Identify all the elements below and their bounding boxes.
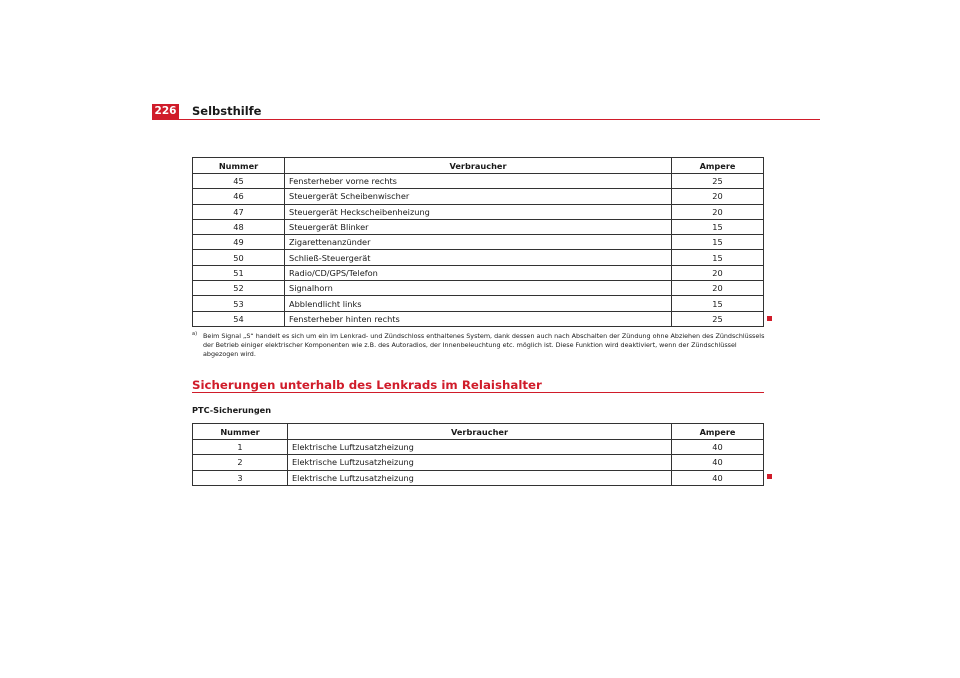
table-header-row <box>193 158 764 174</box>
cell-nummer: 2 <box>193 455 288 470</box>
cell-verbraucher: Elektrische Luftzusatzheizung <box>288 440 672 455</box>
table-row <box>193 440 764 455</box>
cell-verbraucher: Abblendlicht links <box>285 296 672 311</box>
cell-verbraucher: Steuergerät Scheibenwischer <box>285 189 672 204</box>
table-row <box>193 296 764 311</box>
cell-verbraucher: Radio/CD/GPS/Telefon <box>285 265 672 280</box>
column-header-ampere: Ampere <box>672 424 764 440</box>
column-header-verbraucher: Verbraucher <box>285 158 672 174</box>
section-divider <box>192 392 764 393</box>
cell-ampere: 20 <box>672 204 764 219</box>
footnote <box>192 332 766 359</box>
section-end-icon <box>767 474 772 479</box>
cell-verbraucher: Steuergerät Heckscheibenheizung <box>285 204 672 219</box>
footnote-marker: a) <box>192 331 198 337</box>
column-header-ampere: Ampere <box>672 158 764 174</box>
cell-ampere: 25 <box>672 174 764 189</box>
cell-verbraucher: Elektrische Luftzusatzheizung <box>288 470 672 485</box>
cell-ampere: 15 <box>672 250 764 265</box>
cell-ampere: 40 <box>672 440 764 455</box>
table-row <box>193 250 764 265</box>
subheading: PTC-Sicherungen <box>192 405 272 415</box>
column-header-verbraucher: Verbraucher <box>288 424 672 440</box>
table-row <box>193 204 764 219</box>
table-row <box>193 470 764 485</box>
page-number: 226 <box>152 104 179 119</box>
table-row <box>193 265 764 280</box>
footnote-text: Beim Signal „S“ handelt es sich um ein im Lenkrad- und Zündschloss enthaltenes System, dank dessen auch nach Abschalten der Zündung ohne Abziehen des Zündschlüssels der Betrieb einiger elektrischer Komponenten wie z.B. des Autoradios, der Innenbeleuchtung etc. möglich ist. Diese Funktion wird deaktiviert, wenn der Zündschlüssel abgezogen wird. <box>203 332 765 358</box>
cell-nummer: 47 <box>193 204 285 219</box>
cell-verbraucher: Steuergerät Blinker <box>285 219 672 234</box>
table-row <box>193 189 764 204</box>
table-header-row <box>193 424 764 440</box>
cell-nummer: 50 <box>193 250 285 265</box>
section-title: Sicherungen unterhalb des Lenkrads im Relaishalter <box>192 378 542 392</box>
table-row <box>193 281 764 296</box>
cell-ampere: 15 <box>672 219 764 234</box>
cell-ampere: 15 <box>672 235 764 250</box>
cell-ampere: 40 <box>672 470 764 485</box>
cell-verbraucher: Signalhorn <box>285 281 672 296</box>
cell-nummer: 1 <box>193 440 288 455</box>
table-row <box>193 311 764 326</box>
fuse-table-1 <box>192 157 764 327</box>
section-end-icon <box>767 316 772 321</box>
cell-ampere: 20 <box>672 189 764 204</box>
table-row <box>193 235 764 250</box>
cell-nummer: 52 <box>193 281 285 296</box>
cell-nummer: 54 <box>193 311 285 326</box>
cell-ampere: 20 <box>672 281 764 296</box>
cell-verbraucher: Schließ-Steuergerät <box>285 250 672 265</box>
cell-ampere: 20 <box>672 265 764 280</box>
cell-nummer: 51 <box>193 265 285 280</box>
column-header-nummer: Nummer <box>193 158 285 174</box>
cell-ampere: 25 <box>672 311 764 326</box>
cell-ampere: 40 <box>672 455 764 470</box>
cell-nummer: 53 <box>193 296 285 311</box>
cell-verbraucher: Fensterheber hinten rechts <box>285 311 672 326</box>
cell-verbraucher: Elektrische Luftzusatzheizung <box>288 455 672 470</box>
table-row <box>193 219 764 234</box>
column-header-nummer: Nummer <box>193 424 288 440</box>
cell-verbraucher: Zigarettenanzünder <box>285 235 672 250</box>
cell-verbraucher: Fensterheber vorne rechts <box>285 174 672 189</box>
table-row <box>193 455 764 470</box>
page-header <box>140 100 820 120</box>
cell-nummer: 46 <box>193 189 285 204</box>
cell-nummer: 48 <box>193 219 285 234</box>
cell-nummer: 3 <box>193 470 288 485</box>
cell-ampere: 15 <box>672 296 764 311</box>
cell-nummer: 45 <box>193 174 285 189</box>
table-row <box>193 174 764 189</box>
chapter-title: Selbsthilfe <box>192 104 262 118</box>
header-divider <box>152 119 820 120</box>
cell-nummer: 49 <box>193 235 285 250</box>
fuse-table-2 <box>192 423 764 486</box>
